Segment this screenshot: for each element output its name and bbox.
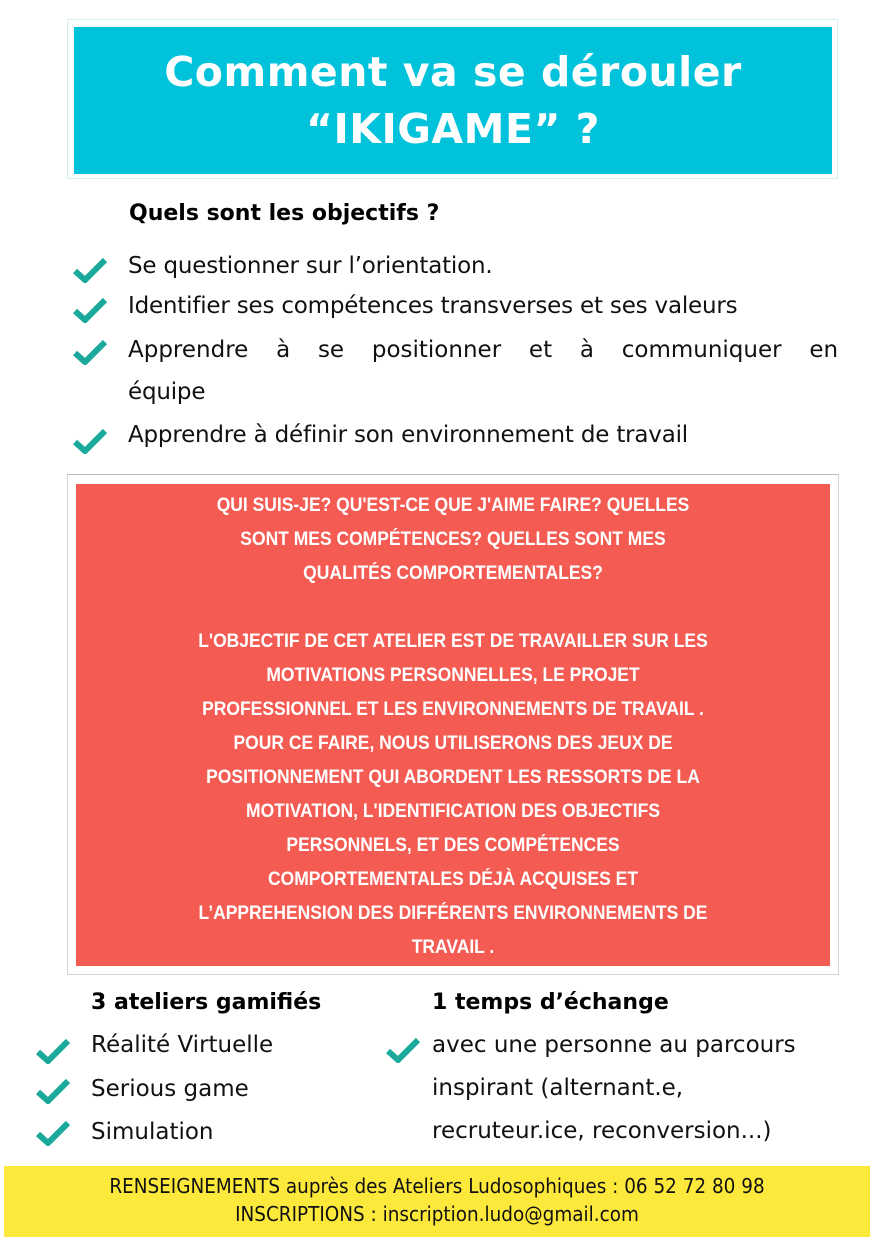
question-line: SONT MES COMPÉTENCES? QUELLES SONT MES: [240, 529, 666, 550]
description-line: MOTIVATIONS PERSONNELLES, LE PROJET: [266, 665, 640, 686]
workshop-item-vr: Réalité Virtuelle: [91, 1032, 274, 1058]
objective-item-1: Se questionner sur l’orientation.: [128, 253, 493, 279]
objective-item-2: Identifier ses compétences transverses et ses valeurs: [128, 293, 738, 319]
description-line: PERSONNELS, ET DES COMPÉTENCES: [286, 835, 620, 856]
check-icon: [73, 428, 107, 454]
check-icon: [36, 1120, 70, 1146]
description-line: L’APPREHENSION DES DIFFÉRENTS ENVIRONNEMENTS DE: [198, 903, 708, 924]
workshop-description-box: [76, 484, 830, 966]
question-line: QUALITÉS COMPORTEMENTALES?: [303, 563, 603, 584]
title-banner: [74, 27, 832, 174]
word: Apprendre: [128, 337, 249, 363]
spacer: [76, 591, 830, 625]
check-icon: [36, 1078, 70, 1104]
word: positionner: [371, 337, 502, 363]
description-line: TRAVAIL .: [411, 937, 495, 958]
word: communiquer: [621, 337, 782, 363]
word: et: [528, 337, 553, 363]
check-icon: [73, 297, 107, 323]
page-title-line-2: “IKIGAME” ?: [306, 104, 600, 153]
contact-footer: [4, 1166, 870, 1237]
exchange-line: inspirant (alternant.e,: [432, 1075, 684, 1101]
description-line: POSITIONNEMENT QUI ABORDENT LES RESSORTS DE LA: [206, 767, 700, 788]
word: en: [809, 337, 839, 363]
workshop-item-serious-game: Serious game: [91, 1076, 249, 1102]
word: à: [276, 337, 291, 363]
page-title-line-1: Comment va se dérouler: [164, 47, 742, 96]
objective-item-3: [128, 329, 838, 371]
check-icon: [36, 1038, 70, 1064]
objectives-heading: Quels sont les objectifs ?: [129, 201, 440, 226]
signup-line: INSCRIPTIONS : inscription.ludo@gmail.com: [235, 1202, 639, 1226]
objective-item-4: Apprendre à définir son environnement de travail: [128, 422, 688, 448]
question-line: QUI SUIS-JE? QU'EST-CE QUE J'AIME FAIRE? QUELLES: [216, 495, 690, 516]
description-line: PROFESSIONNEL ET LES ENVIRONNEMENTS DE TRAVAIL .: [202, 699, 704, 720]
word: à: [579, 337, 594, 363]
word: se: [317, 337, 345, 363]
workshop-item-simulation: Simulation: [91, 1119, 214, 1145]
check-icon: [73, 257, 107, 283]
exchange-line: recruteur.ice, reconversion...): [432, 1118, 772, 1144]
info-line: RENSEIGNEMENTS auprès des Ateliers Ludosophiques : 06 52 72 80 98: [109, 1174, 765, 1198]
description-line: MOTIVATION, L'IDENTIFICATION DES OBJECTIFS: [246, 801, 660, 822]
exchange-heading: 1 temps d’échange: [432, 990, 669, 1015]
objective-item-3-continued: équipe: [128, 379, 206, 405]
description-line: COMPORTEMENTALES DÉJÀ ACQUISES ET: [267, 869, 639, 890]
exchange-line: avec une personne au parcours: [432, 1032, 796, 1058]
description-line: POUR CE FAIRE, NOUS UTILISERONS DES JEUX DE: [233, 733, 673, 754]
check-icon: [386, 1037, 420, 1063]
check-icon: [73, 339, 107, 365]
description-line: L'OBJECTIF DE CET ATELIER EST DE TRAVAILLER SUR LES: [198, 631, 708, 652]
workshops-heading: 3 ateliers gamifiés: [91, 990, 322, 1015]
